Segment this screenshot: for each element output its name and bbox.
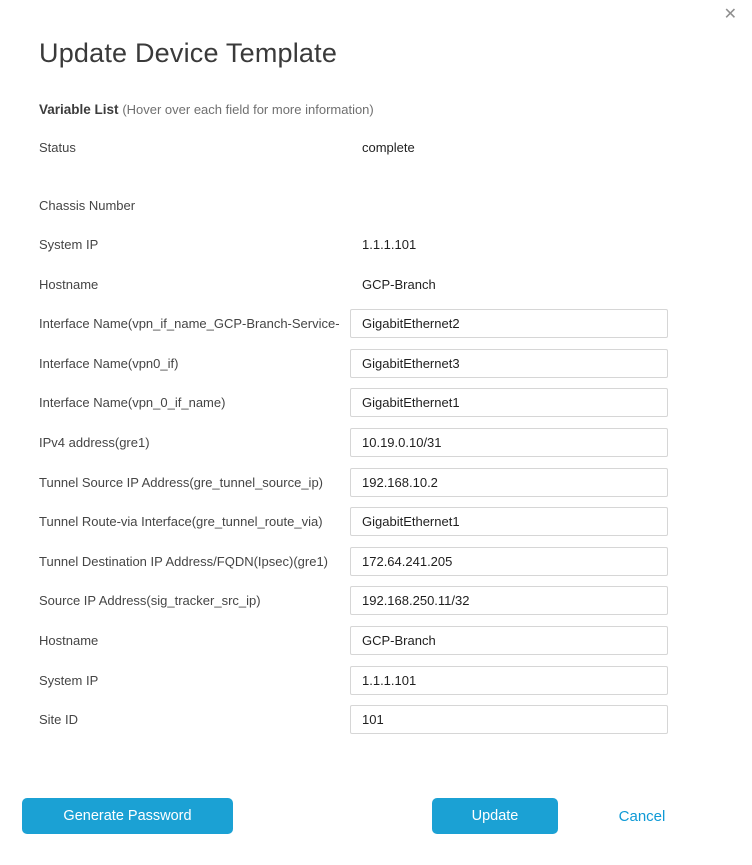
- generate-password-button[interactable]: Generate Password: [22, 798, 233, 834]
- input-interface-name-vpn-if-name[interactable]: [350, 309, 668, 338]
- variable-list-label: Variable List: [39, 102, 119, 117]
- input-tunnel-destination-ip[interactable]: [350, 547, 668, 576]
- form-row: [39, 586, 713, 615]
- field-label: Status: [39, 139, 76, 155]
- form-row: [39, 626, 713, 655]
- form-row: [39, 388, 713, 417]
- form-row: [39, 428, 713, 457]
- form-row: [39, 547, 713, 576]
- variable-list-hint: (Hover over each field for more information): [122, 102, 374, 117]
- row-hostname: [39, 276, 713, 292]
- field-label: Tunnel Route-via Interface(gre_tunnel_route_via): [39, 514, 323, 529]
- input-tunnel-route-via-interface[interactable]: [350, 507, 668, 536]
- row-chassis-number: [39, 197, 713, 213]
- input-ipv4-address-gre1[interactable]: [350, 428, 668, 457]
- form-row: [39, 666, 713, 695]
- input-interface-name-vpn0-if[interactable]: [350, 349, 668, 378]
- dialog-title: Update Device Template: [39, 38, 338, 69]
- field-label: Interface Name(vpn_0_if_name): [39, 395, 226, 410]
- field-label: System IP: [39, 236, 99, 252]
- field-label: Interface Name(vpn0_if): [39, 356, 179, 371]
- input-hostname[interactable]: [350, 626, 668, 655]
- row-status: [39, 139, 713, 155]
- input-interface-name-vpn-0-if-name[interactable]: [350, 388, 668, 417]
- form-row: [39, 468, 713, 497]
- field-label: Source IP Address(sig_tracker_src_ip): [39, 593, 261, 608]
- hostname-value: GCP-Branch: [362, 276, 436, 292]
- status-value: complete: [362, 139, 415, 155]
- update-button[interactable]: Update: [432, 798, 558, 834]
- cancel-button[interactable]: Cancel: [607, 798, 677, 834]
- close-icon[interactable]: ✕: [723, 6, 737, 23]
- input-system-ip[interactable]: [350, 666, 668, 695]
- row-system-ip: [39, 236, 713, 252]
- field-label: Chassis Number: [39, 197, 136, 213]
- form-row: [39, 349, 713, 378]
- form-row: [39, 309, 713, 338]
- field-label: IPv4 address(gre1): [39, 435, 150, 450]
- input-tunnel-source-ip[interactable]: [350, 468, 668, 497]
- input-source-ip-address[interactable]: [350, 586, 668, 615]
- system-ip-value: 1.1.1.101: [362, 236, 417, 252]
- field-label: Tunnel Source IP Address(gre_tunnel_source_ip): [39, 475, 324, 490]
- form-row: [39, 507, 713, 536]
- field-label: Hostname: [39, 276, 99, 292]
- field-label: Site ID: [39, 712, 79, 727]
- field-label: Hostname: [39, 633, 99, 648]
- field-label: System IP: [39, 673, 99, 688]
- field-label: Interface Name(vpn_if_name_GCP-Branch-Service-: [39, 316, 340, 331]
- variable-list-header: [39, 102, 374, 117]
- field-label: Tunnel Destination IP Address/FQDN(Ipsec)(gre1): [39, 554, 329, 569]
- form-row: [39, 705, 713, 734]
- input-site-id[interactable]: [350, 705, 668, 734]
